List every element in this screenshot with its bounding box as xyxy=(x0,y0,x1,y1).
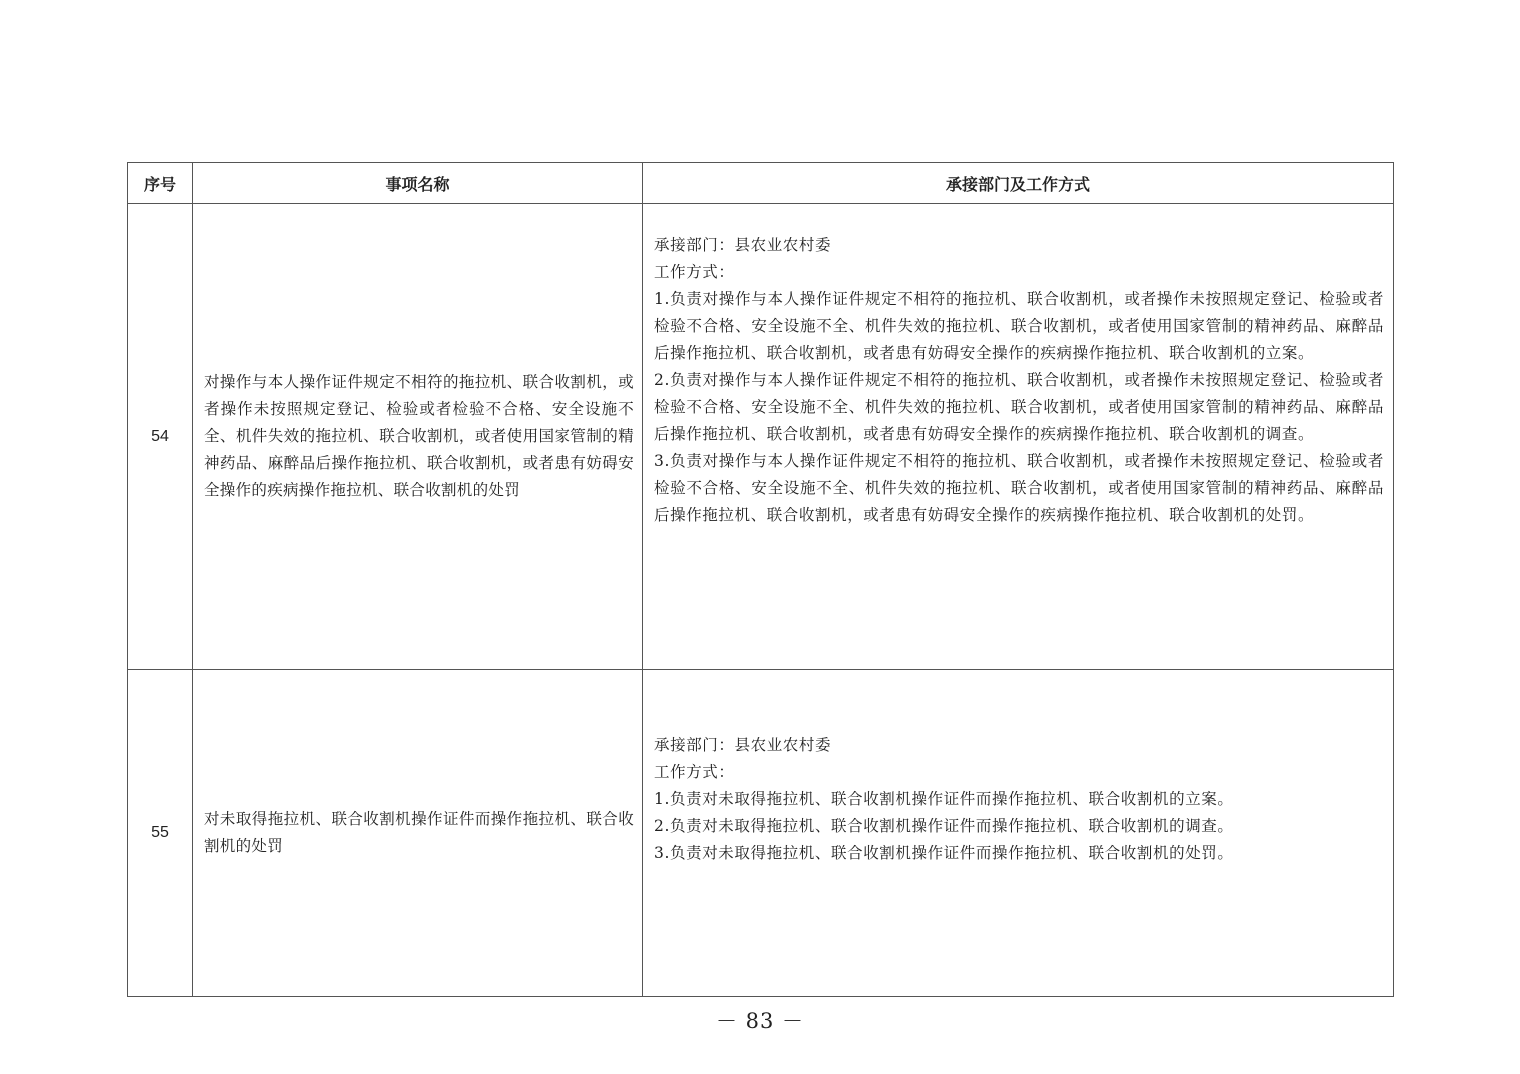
row-department-method xyxy=(643,204,1394,670)
table-row xyxy=(128,204,1394,670)
step-penalty: 3.负责对操作与本人操作证件规定不相符的拖拉机、联合收割机，或者操作未按照规定登记、检验或者检验不合格、安全设施不全、机件失效的拖拉机、联合收割机，或者使用国家管制的精神药品、麻醉品后操作拖拉机、联合收割机，或者患有妨碍安全操作的疾病操作拖拉机、联合收割机的处罚。 xyxy=(654,452,1384,524)
department-line: 承接部门：县农业农村委 xyxy=(654,736,832,754)
row-serial-number: 54 xyxy=(128,204,193,670)
step-investigation: 2.负责对未取得拖拉机、联合收割机操作证件而操作拖拉机、联合收割机的调查。 xyxy=(654,817,1234,835)
step-penalty: 3.负责对未取得拖拉机、联合收割机操作证件而操作拖拉机、联合收割机的处罚。 xyxy=(654,844,1234,862)
row-item-name: 对未取得拖拉机、联合收割机操作证件而操作拖拉机、联合收割机的处罚 xyxy=(193,670,643,997)
department-line: 承接部门：县农业农村委 xyxy=(654,236,832,254)
row-department-method xyxy=(643,670,1394,997)
row-item-name: 对操作与本人操作证件规定不相符的拖拉机、联合收割机，或者操作未按照规定登记、检验或者检验不合格、安全设施不全、机件失效的拖拉机、联合收割机，或者使用国家管制的精神药品、麻醉品后操作拖拉机、联合收割机，或者患有妨碍安全操作的疾病操作拖拉机、联合收割机的处罚 xyxy=(193,204,643,670)
table-header-row xyxy=(128,163,1394,204)
header-serial-number: 序号 xyxy=(128,163,193,204)
step-filing: 1.负责对操作与本人操作证件规定不相符的拖拉机、联合收割机，或者操作未按照规定登记、检验或者检验不合格、安全设施不全、机件失效的拖拉机、联合收割机，或者使用国家管制的精神药品、麻醉品后操作拖拉机、联合收割机，或者患有妨碍安全操作的疾病操作拖拉机、联合收割机的立案。 xyxy=(654,290,1384,362)
items-table xyxy=(127,162,1394,997)
step-filing: 1.负责对未取得拖拉机、联合收割机操作证件而操作拖拉机、联合收割机的立案。 xyxy=(654,790,1234,808)
method-label: 工作方式： xyxy=(654,263,735,281)
method-label: 工作方式： xyxy=(654,763,735,781)
header-item-name: 事项名称 xyxy=(193,163,643,204)
header-department-method: 承接部门及工作方式 xyxy=(643,163,1394,204)
table-row xyxy=(128,670,1394,997)
page-number: － 83 － xyxy=(715,1009,805,1033)
step-investigation: 2.负责对操作与本人操作证件规定不相符的拖拉机、联合收割机，或者操作未按照规定登记、检验或者检验不合格、安全设施不全、机件失效的拖拉机、联合收割机，或者使用国家管制的精神药品、麻醉品后操作拖拉机、联合收割机，或者患有妨碍安全操作的疾病操作拖拉机、联合收割机的调查。 xyxy=(654,371,1384,443)
row-serial-number: 55 xyxy=(128,670,193,997)
